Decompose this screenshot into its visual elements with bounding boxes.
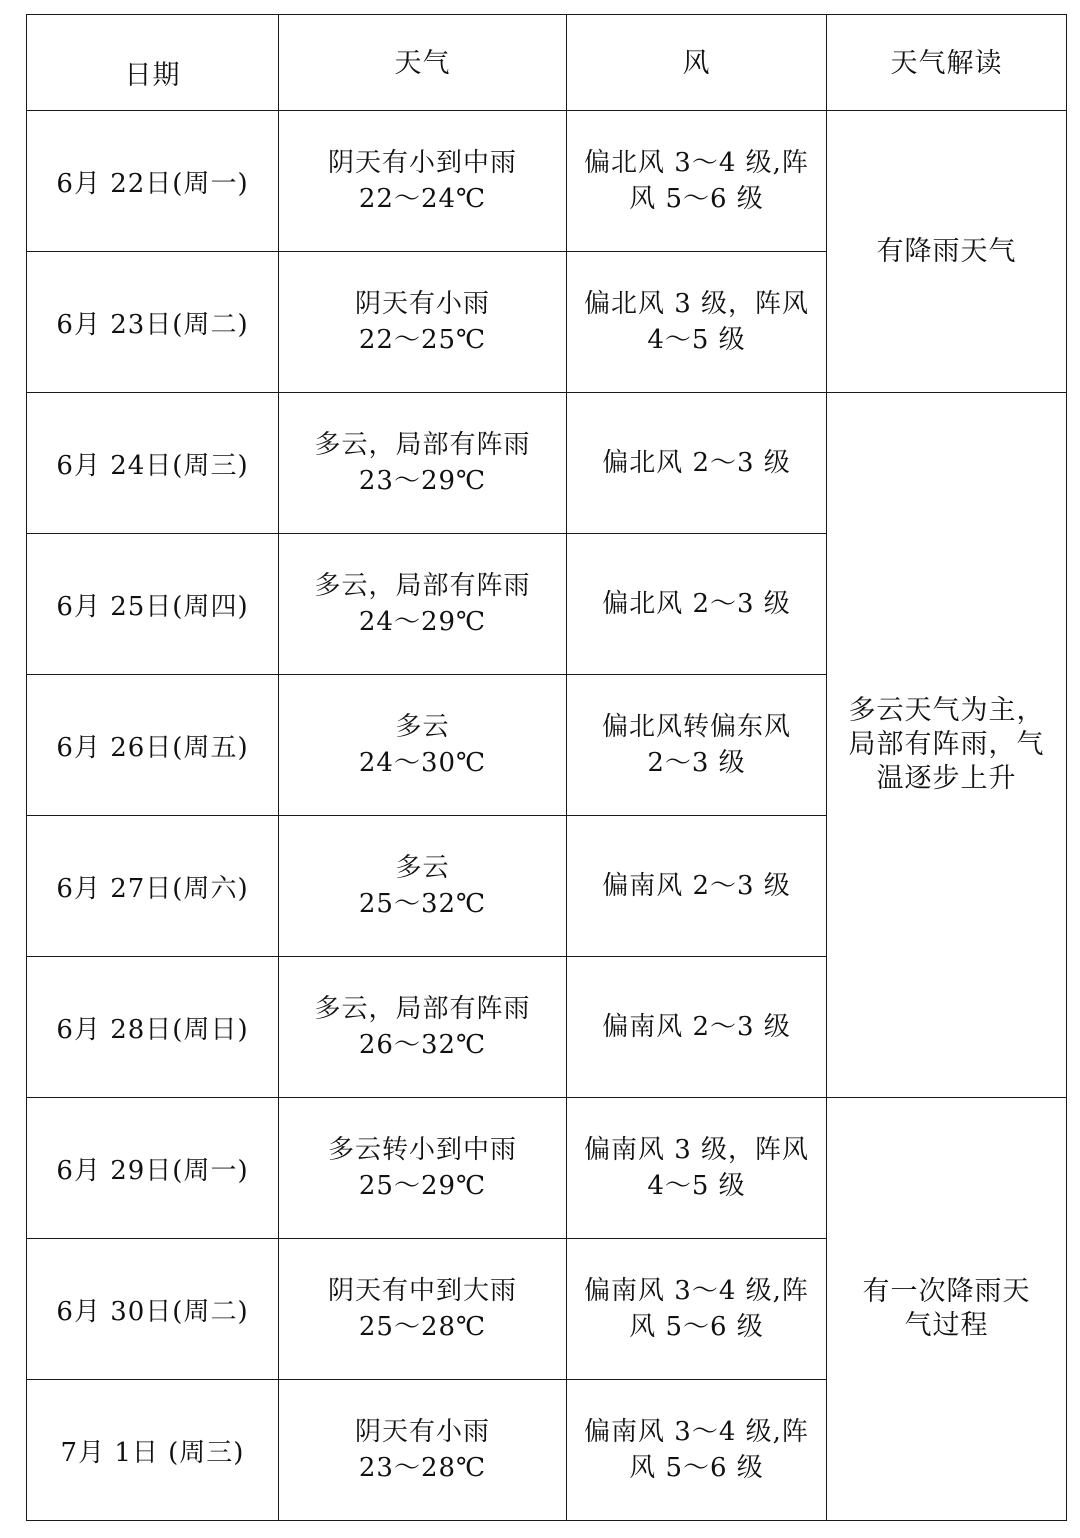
weather-cell [279, 111, 567, 252]
temperature-text: 24～30℃ [358, 748, 487, 778]
temperature-text: 25～28℃ [358, 1312, 487, 1342]
table-row [27, 1098, 1067, 1239]
condition-text: 阴天有小雨 [354, 1417, 490, 1447]
temperature-text: 22～24℃ [358, 184, 487, 214]
interpretation-cell: 有降雨天气 [827, 111, 1067, 393]
interpretation-cell: 有一次降雨天 气过程 [827, 1098, 1067, 1521]
table-row [27, 111, 1067, 252]
condition-text: 阴天有小雨 [354, 289, 490, 319]
condition-text: 多云 [395, 853, 450, 883]
header-wind: 风 [567, 15, 827, 111]
condition-text: 阴天有小到中雨 [327, 148, 517, 178]
weather-cell [279, 534, 567, 675]
temperature-text: 23～29℃ [358, 466, 487, 496]
weather-cell [279, 393, 567, 534]
date-cell: 6月 29日(周一) [27, 1098, 279, 1239]
table-header-row [27, 15, 1067, 111]
header-weather: 天气 [279, 15, 567, 111]
condition-text: 多云，局部有阵雨 [314, 994, 531, 1024]
interpretation-cell: 多云天气为主， 局部有阵雨，气 温逐步上升 [827, 393, 1067, 1098]
date-cell: 7月 1日 (周三) [27, 1380, 279, 1521]
wind-cell: 偏南风 2～3 级 [567, 957, 827, 1098]
temperature-text: 25～32℃ [358, 889, 487, 919]
date-cell: 6月 26日(周五) [27, 675, 279, 816]
wind-cell: 偏南风 3 级，阵风 4～5 级 [567, 1098, 827, 1239]
weather-cell [279, 1239, 567, 1380]
wind-cell: 偏北风 2～3 级 [567, 534, 827, 675]
wind-cell: 偏南风 3～4 级,阵 风 5～6 级 [567, 1380, 827, 1521]
date-cell: 6月 25日(周四) [27, 534, 279, 675]
date-cell: 6月 23日(周二) [27, 252, 279, 393]
date-cell: 6月 28日(周日) [27, 957, 279, 1098]
condition-text: 多云转小到中雨 [327, 1135, 517, 1165]
condition-text: 多云 [395, 712, 450, 742]
date-cell: 6月 22日(周一) [27, 111, 279, 252]
temperature-text: 25～29℃ [358, 1171, 487, 1201]
wind-cell: 偏南风 2～3 级 [567, 816, 827, 957]
wind-cell: 偏北风 2～3 级 [567, 393, 827, 534]
weather-cell [279, 1098, 567, 1239]
wind-cell: 偏北风 3～4 级,阵 风 5～6 级 [567, 111, 827, 252]
header-interpretation: 天气解读 [827, 15, 1067, 111]
date-cell: 6月 24日(周三) [27, 393, 279, 534]
temperature-text: 23～28℃ [358, 1453, 487, 1483]
weather-cell [279, 1380, 567, 1521]
weather-cell [279, 252, 567, 393]
wind-cell: 偏北风转偏东风 2～3 级 [567, 675, 827, 816]
table-row [27, 393, 1067, 534]
wind-cell: 偏北风 3 级，阵风 4～5 级 [567, 252, 827, 393]
temperature-text: 22～25℃ [358, 325, 487, 355]
weather-cell [279, 816, 567, 957]
header-date: 日期 [27, 15, 279, 111]
date-cell: 6月 30日(周二) [27, 1239, 279, 1380]
weather-forecast-table [26, 14, 1067, 1521]
date-cell: 6月 27日(周六) [27, 816, 279, 957]
condition-text: 多云，局部有阵雨 [314, 430, 531, 460]
wind-cell: 偏南风 3～4 级,阵 风 5～6 级 [567, 1239, 827, 1380]
condition-text: 多云，局部有阵雨 [314, 571, 531, 601]
condition-text: 阴天有中到大雨 [327, 1276, 517, 1306]
weather-cell [279, 675, 567, 816]
temperature-text: 26～32℃ [358, 1030, 487, 1060]
temperature-text: 24～29℃ [358, 607, 487, 637]
weather-cell [279, 957, 567, 1098]
